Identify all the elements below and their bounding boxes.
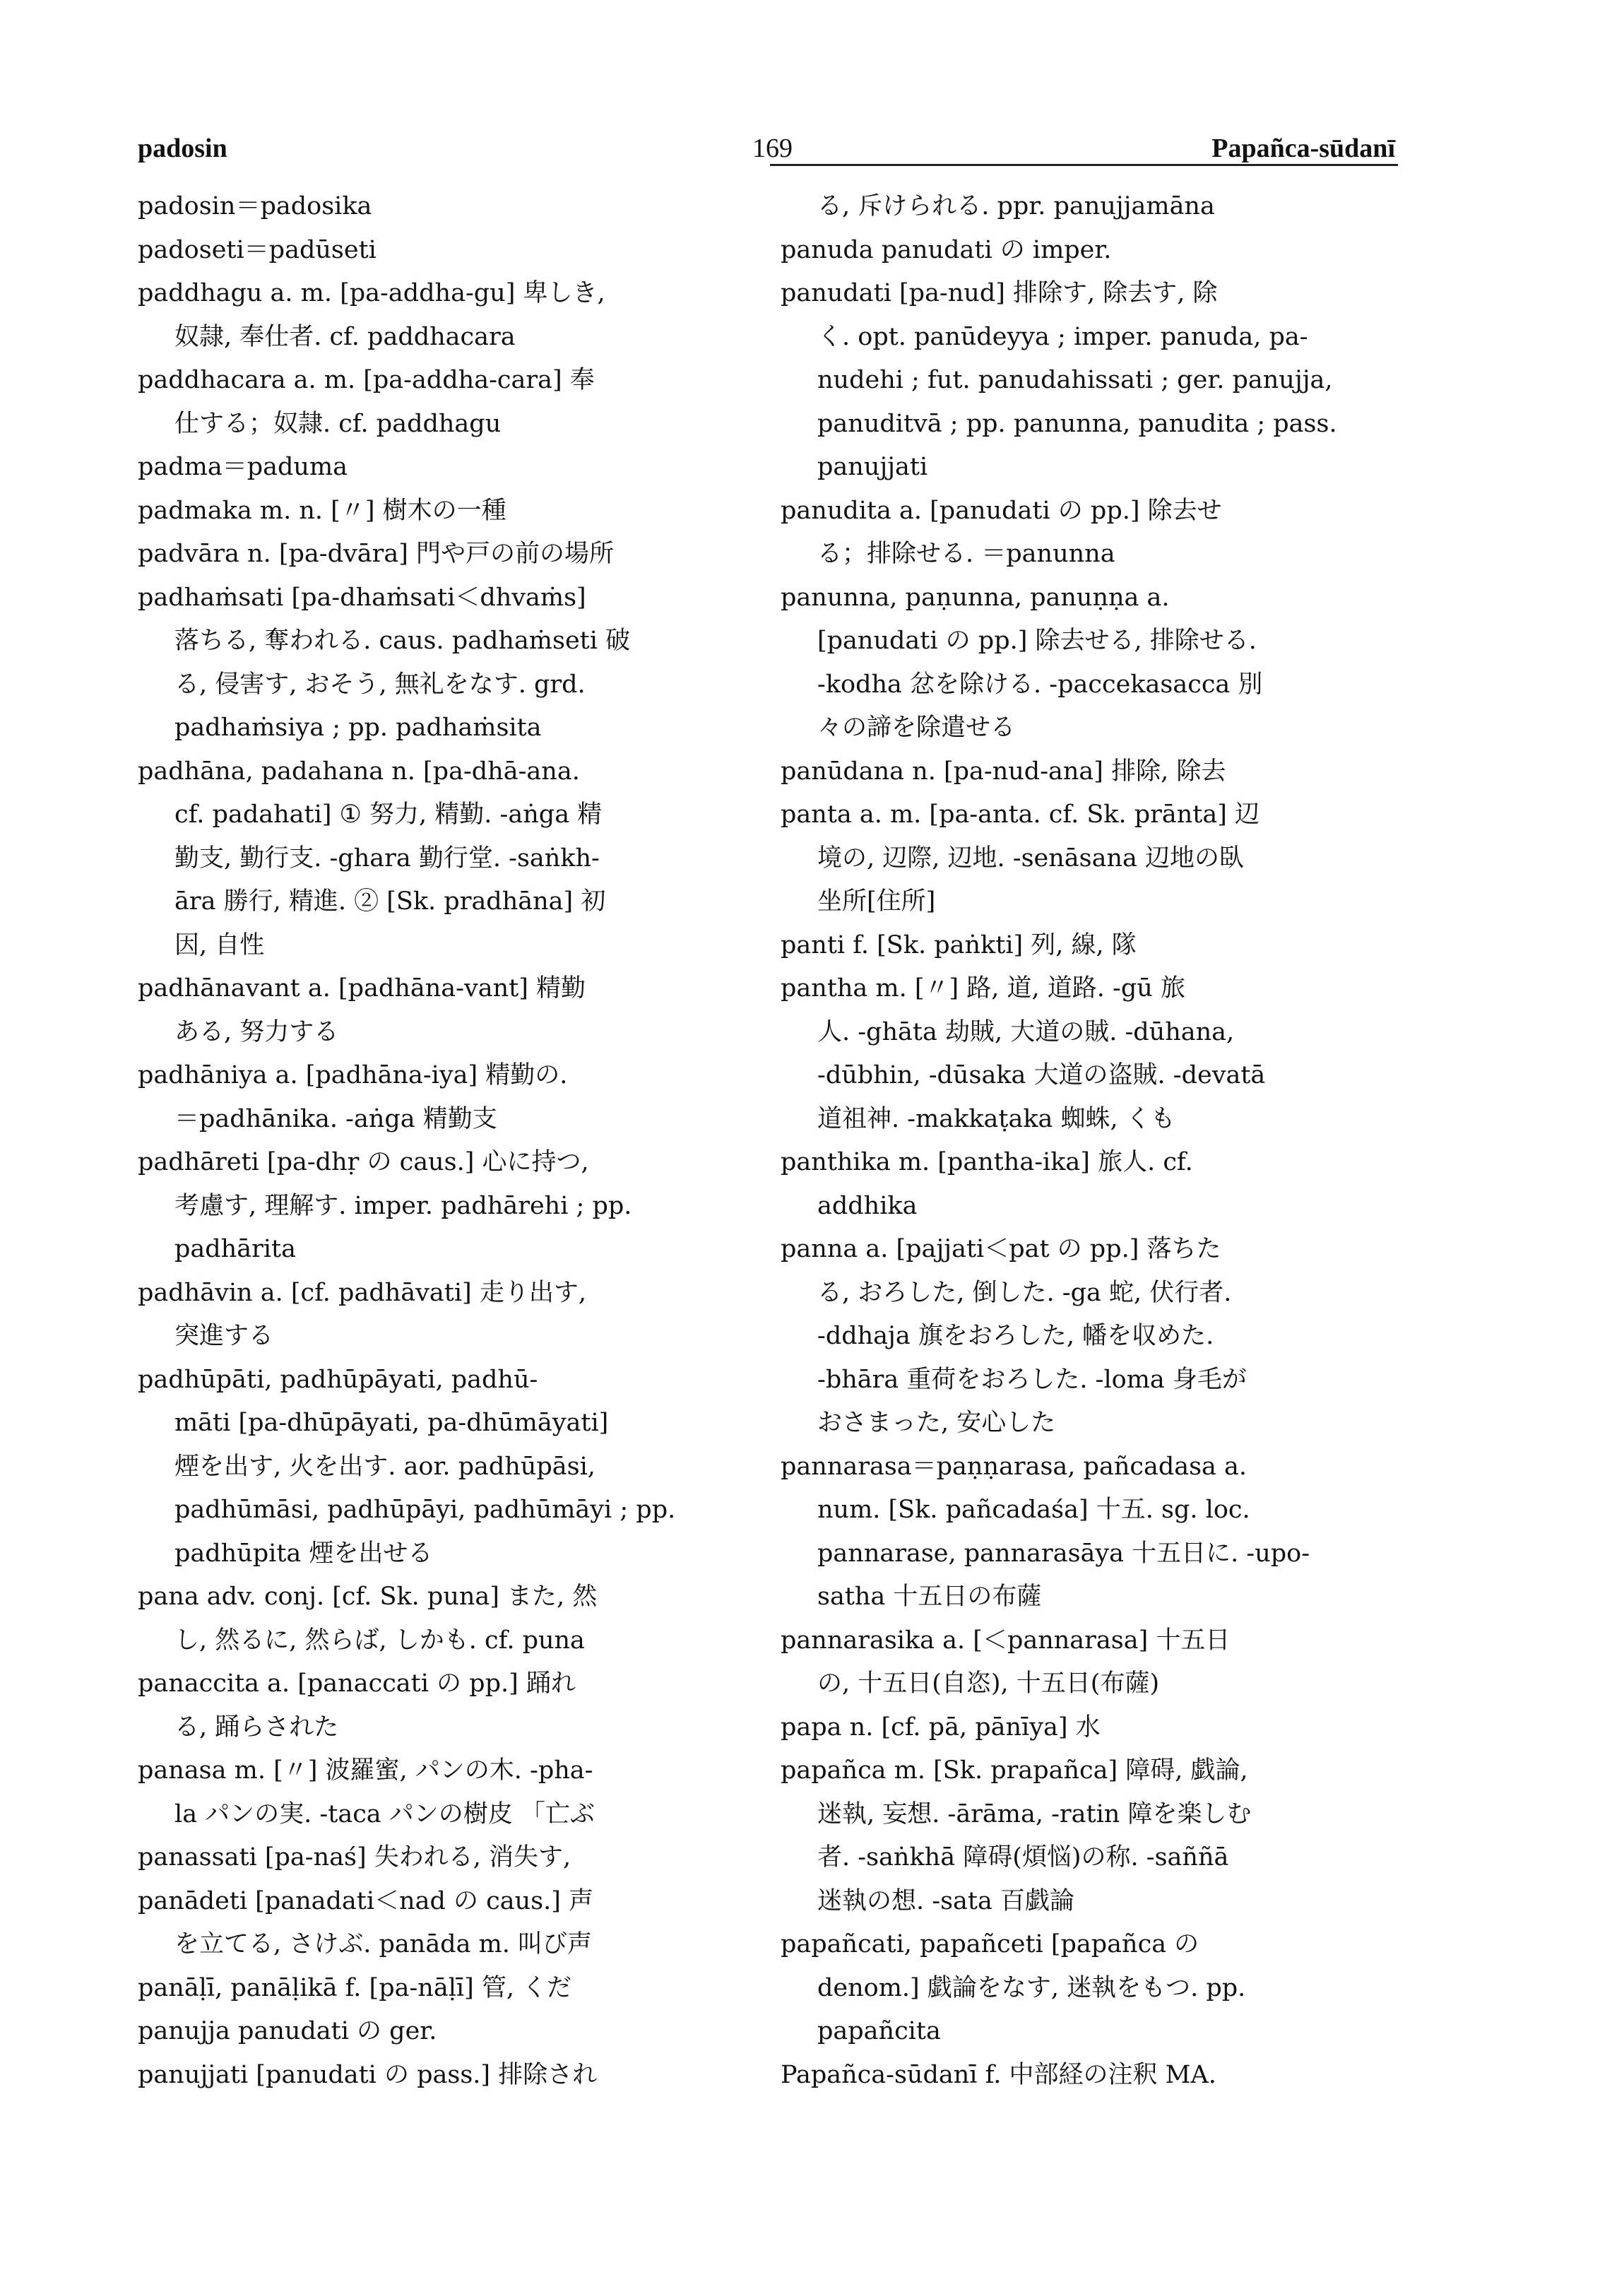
- entry-line: padhāna, padahana n. [pa-dhā-ana.: [138, 757, 580, 786]
- entry-line: panujjati [panudati の pass.] 排除され: [138, 2060, 598, 2089]
- entry-continuation-line: padhārita: [174, 1235, 296, 1263]
- entry-line: panuda panudati の imper.: [781, 235, 1112, 264]
- entry-continuation-line: 奴隷, 奉仕者. cf. paddhacara: [174, 322, 516, 351]
- entry-line: padvāra n. [pa-dvāra] 門や戸の前の場所: [138, 540, 615, 568]
- header-guide-word-left: padosin: [138, 134, 227, 163]
- entry-continuation-line: la パンの実. -taca パンの樹皮 「亡ぶ: [174, 1799, 595, 1828]
- entry-continuation-line: ある, 努力する: [174, 1017, 339, 1046]
- entry-continuation-line: -dūbhin, -dūsaka 大道の盗賊. -devatā: [817, 1061, 1266, 1089]
- entry-continuation-line: 者. -saṅkhā 障碍(煩悩)の称. -saññā: [817, 1843, 1229, 1872]
- entry-continuation-line: 仕する；奴隷. cf. paddhagu: [174, 409, 502, 438]
- entry-line: panāḷī, panāḷikā f. [pa-nāḷī] 管, くだ: [138, 1973, 572, 2002]
- entry-line: papañca m. [Sk. prapañca] 障碍, 戯論,: [781, 1756, 1248, 1785]
- entry-continuation-line: padhūpita 煙を出せる: [174, 1539, 433, 1568]
- entry-line: padhūpāti, padhūpāyati, padhū-: [138, 1365, 538, 1394]
- entry-continuation-line: 道祖神. -makkaṭaka 蜘蛛, くも: [817, 1104, 1175, 1133]
- entry-continuation-line: nudehi ; fut. panudahissati ; ger. panujja,: [817, 366, 1333, 394]
- entry-line: panthika m. [pantha-ika] 旅人. cf.: [781, 1148, 1193, 1176]
- entry-continuation-line: 考慮す, 理解す. imper. padhārehi ; pp.: [174, 1191, 632, 1220]
- header-guide-word-right: Papañca-sūdanī: [1211, 134, 1395, 163]
- entry-continuation-line: satha 十五日の布薩: [817, 1583, 1042, 1611]
- entry-line: padmaka m. n. [〃] 樹木の一種: [138, 496, 506, 525]
- right-column: [781, 185, 1402, 2097]
- entry-continuation-line: 迷執, 妄想. -ārāma, -ratin 障を楽しむ: [817, 1799, 1252, 1828]
- entry-continuation-line: 坐所[住所]: [817, 887, 936, 916]
- entry-line: papañcati, papañceti [papañca の: [781, 1930, 1199, 1958]
- entry-continuation-line: 落ちる, 奪われる. caus. padhaṁseti 破: [174, 627, 631, 655]
- entry-continuation-line: papañcita: [817, 2017, 941, 2045]
- entry-continuation-line: く. opt. panūdeyya ; imper. panuda, pa-: [817, 322, 1308, 351]
- page-number: 169: [752, 134, 793, 163]
- entry-continuation-line: る, おろした, 倒した. -ga 蛇, 伏行者.: [817, 1278, 1232, 1307]
- entry-continuation-line: [panudati の pp.] 除去せる, 排除せる.: [817, 627, 1257, 655]
- entry-continuation-line: pannarase, pannarasāya 十五日に. -upo-: [817, 1539, 1310, 1568]
- entry-continuation-line: māti [pa-dhūpāyati, pa-dhūmāyati]: [174, 1409, 609, 1437]
- left-column: [138, 185, 759, 2097]
- entry-line: pana adv. conj. [cf. Sk. puna] また, 然: [138, 1583, 598, 1611]
- entry-continuation-line: を立てる, さけぶ. panāda m. 叫び声: [174, 1930, 593, 1958]
- entry-line: panujja panudati の ger.: [138, 2017, 437, 2045]
- entry-line: pannarasika a. [＜pannarasa] 十五日: [781, 1626, 1231, 1655]
- entry-continuation-line: る, 斥けられる. ppr. panujjamāna: [817, 192, 1215, 220]
- entry-continuation-line: addhika: [817, 1191, 918, 1220]
- entry-line: panudati [pa-nud] 排除す, 除去す, 除: [781, 279, 1218, 307]
- entry-line: padhaṁsati [pa-dhaṁsati＜dhvaṁs]: [138, 583, 586, 612]
- entry-continuation-line: 煙を出す, 火を出す. aor. padhūpāsi,: [174, 1452, 595, 1481]
- entry-line: panūdana n. [pa-nud-ana] 排除, 除去: [781, 757, 1226, 786]
- entry-continuation-line: cf. padahati] ① 努力, 精勤. -aṅga 精: [174, 800, 603, 829]
- entry-continuation-line: -bhāra 重荷をおろした. -loma 身毛が: [817, 1365, 1247, 1394]
- entry-line: panassati [pa-naś] 失われる, 消失す,: [138, 1843, 571, 1872]
- entry-continuation-line: -ddhaja 旗をおろした, 幡を収めた.: [817, 1322, 1214, 1350]
- entry-line: padosin＝padosika: [138, 192, 372, 220]
- entry-line: panti f. [Sk. paṅkti] 列, 線, 隊: [781, 930, 1137, 959]
- entry-line: panta a. m. [pa-anta. cf. Sk. prānta] 辺: [781, 800, 1260, 829]
- entry-line: pantha m. [〃] 路, 道, 道路. -gū 旅: [781, 974, 1185, 1003]
- entry-continuation-line: し, 然るに, 然らば, しかも. cf. puna: [174, 1626, 585, 1655]
- entry-continuation-line: 境の, 辺際, 辺地. -senāsana 辺地の臥: [817, 844, 1245, 873]
- running-header: [138, 119, 1395, 168]
- entry-continuation-line: panujjati: [817, 453, 928, 481]
- entry-line: panaccita a. [panaccati の pp.] 踊れ: [138, 1669, 576, 1698]
- entry-continuation-line: る, 侵害す, おそう, 無礼をなす. grd.: [174, 670, 586, 699]
- entry-line: padhāniya a. [padhāna-iya] 精勤の.: [138, 1061, 568, 1089]
- entry-line: padhāvin a. [cf. padhāvati] 走り出す,: [138, 1278, 586, 1307]
- entry-line: padhānavant a. [padhāna-vant] 精勤: [138, 974, 586, 1003]
- entry-continuation-line: の, 十五日(自恣), 十五日(布薩): [817, 1669, 1160, 1698]
- entry-continuation-line: padhūmāsi, padhūpāyi, padhūmāyi ; pp.: [174, 1496, 676, 1524]
- entry-continuation-line: panuditvā ; pp. panunna, panudita ; pass.: [817, 409, 1337, 438]
- entry-continuation-line: 突進する: [174, 1322, 274, 1350]
- entry-continuation-line: る, 踊らされた: [174, 1713, 339, 1742]
- entry-continuation-line: 迷執の想. -sata 百戯論: [817, 1886, 1074, 1915]
- entry-line: panunna, paṇunna, panuṇṇa a.: [781, 583, 1170, 612]
- entry-continuation-line: num. [Sk. pañcadaśa] 十五. sg. loc.: [817, 1496, 1250, 1524]
- entry-line: pannarasa＝paṇṇarasa, pañcadasa a.: [781, 1452, 1247, 1481]
- entry-continuation-line: ＝padhānika. -aṅga 精勤支: [174, 1104, 497, 1133]
- header-rule: [770, 164, 1398, 166]
- entry-continuation-line: 勤支, 勤行支. -ghara 勤行堂. -saṅkh-: [174, 844, 600, 873]
- entry-continuation-line: 因, 自性: [174, 930, 265, 959]
- entry-continuation-line: 人. -ghāta 劫賊, 大道の賊. -dūhana,: [817, 1017, 1235, 1046]
- entry-line: padoseti＝padūseti: [138, 235, 377, 264]
- entry-continuation-line: る；排除せる. ＝panunna: [817, 540, 1115, 568]
- entry-continuation-line: āra 勝行, 精進. ② [Sk. pradhāna] 初: [174, 887, 606, 916]
- entry-line: padma＝paduma: [138, 453, 348, 481]
- entry-continuation-line: おさまった, 安心した: [817, 1409, 1056, 1437]
- entry-line: panudita a. [panudati の pp.] 除去せ: [781, 496, 1222, 525]
- entry-line: panādeti [panadati＜nad の caus.] 声: [138, 1886, 593, 1915]
- entry-line: panasa m. [〃] 波羅蜜, パンの木. -pha-: [138, 1756, 593, 1785]
- entry-line: panna a. [pajjati＜pat の pp.] 落ちた: [781, 1235, 1221, 1263]
- entry-continuation-line: -kodha 忿を除ける. -paccekasacca 別: [817, 670, 1263, 699]
- entry-line: papa n. [cf. pā, pānīya] 水: [781, 1713, 1101, 1742]
- entry-line: paddhacara a. m. [pa-addha-cara] 奉: [138, 366, 595, 394]
- entry-line: padhāreti [pa-dhṛ の caus.] 心に持つ,: [138, 1148, 589, 1176]
- entry-continuation-line: denom.] 戯論をなす, 迷執をもつ. pp.: [817, 1973, 1246, 2002]
- entry-line: paddhagu a. m. [pa-addha-gu] 卑しき,: [138, 279, 605, 307]
- entry-continuation-line: 々の諦を除遣せる: [817, 714, 1016, 742]
- entry-line: Papañca-sūdanī f. 中部経の注釈 MA.: [781, 2060, 1216, 2089]
- entry-continuation-line: padhaṁsiya ; pp. padhaṁsita: [174, 714, 542, 742]
